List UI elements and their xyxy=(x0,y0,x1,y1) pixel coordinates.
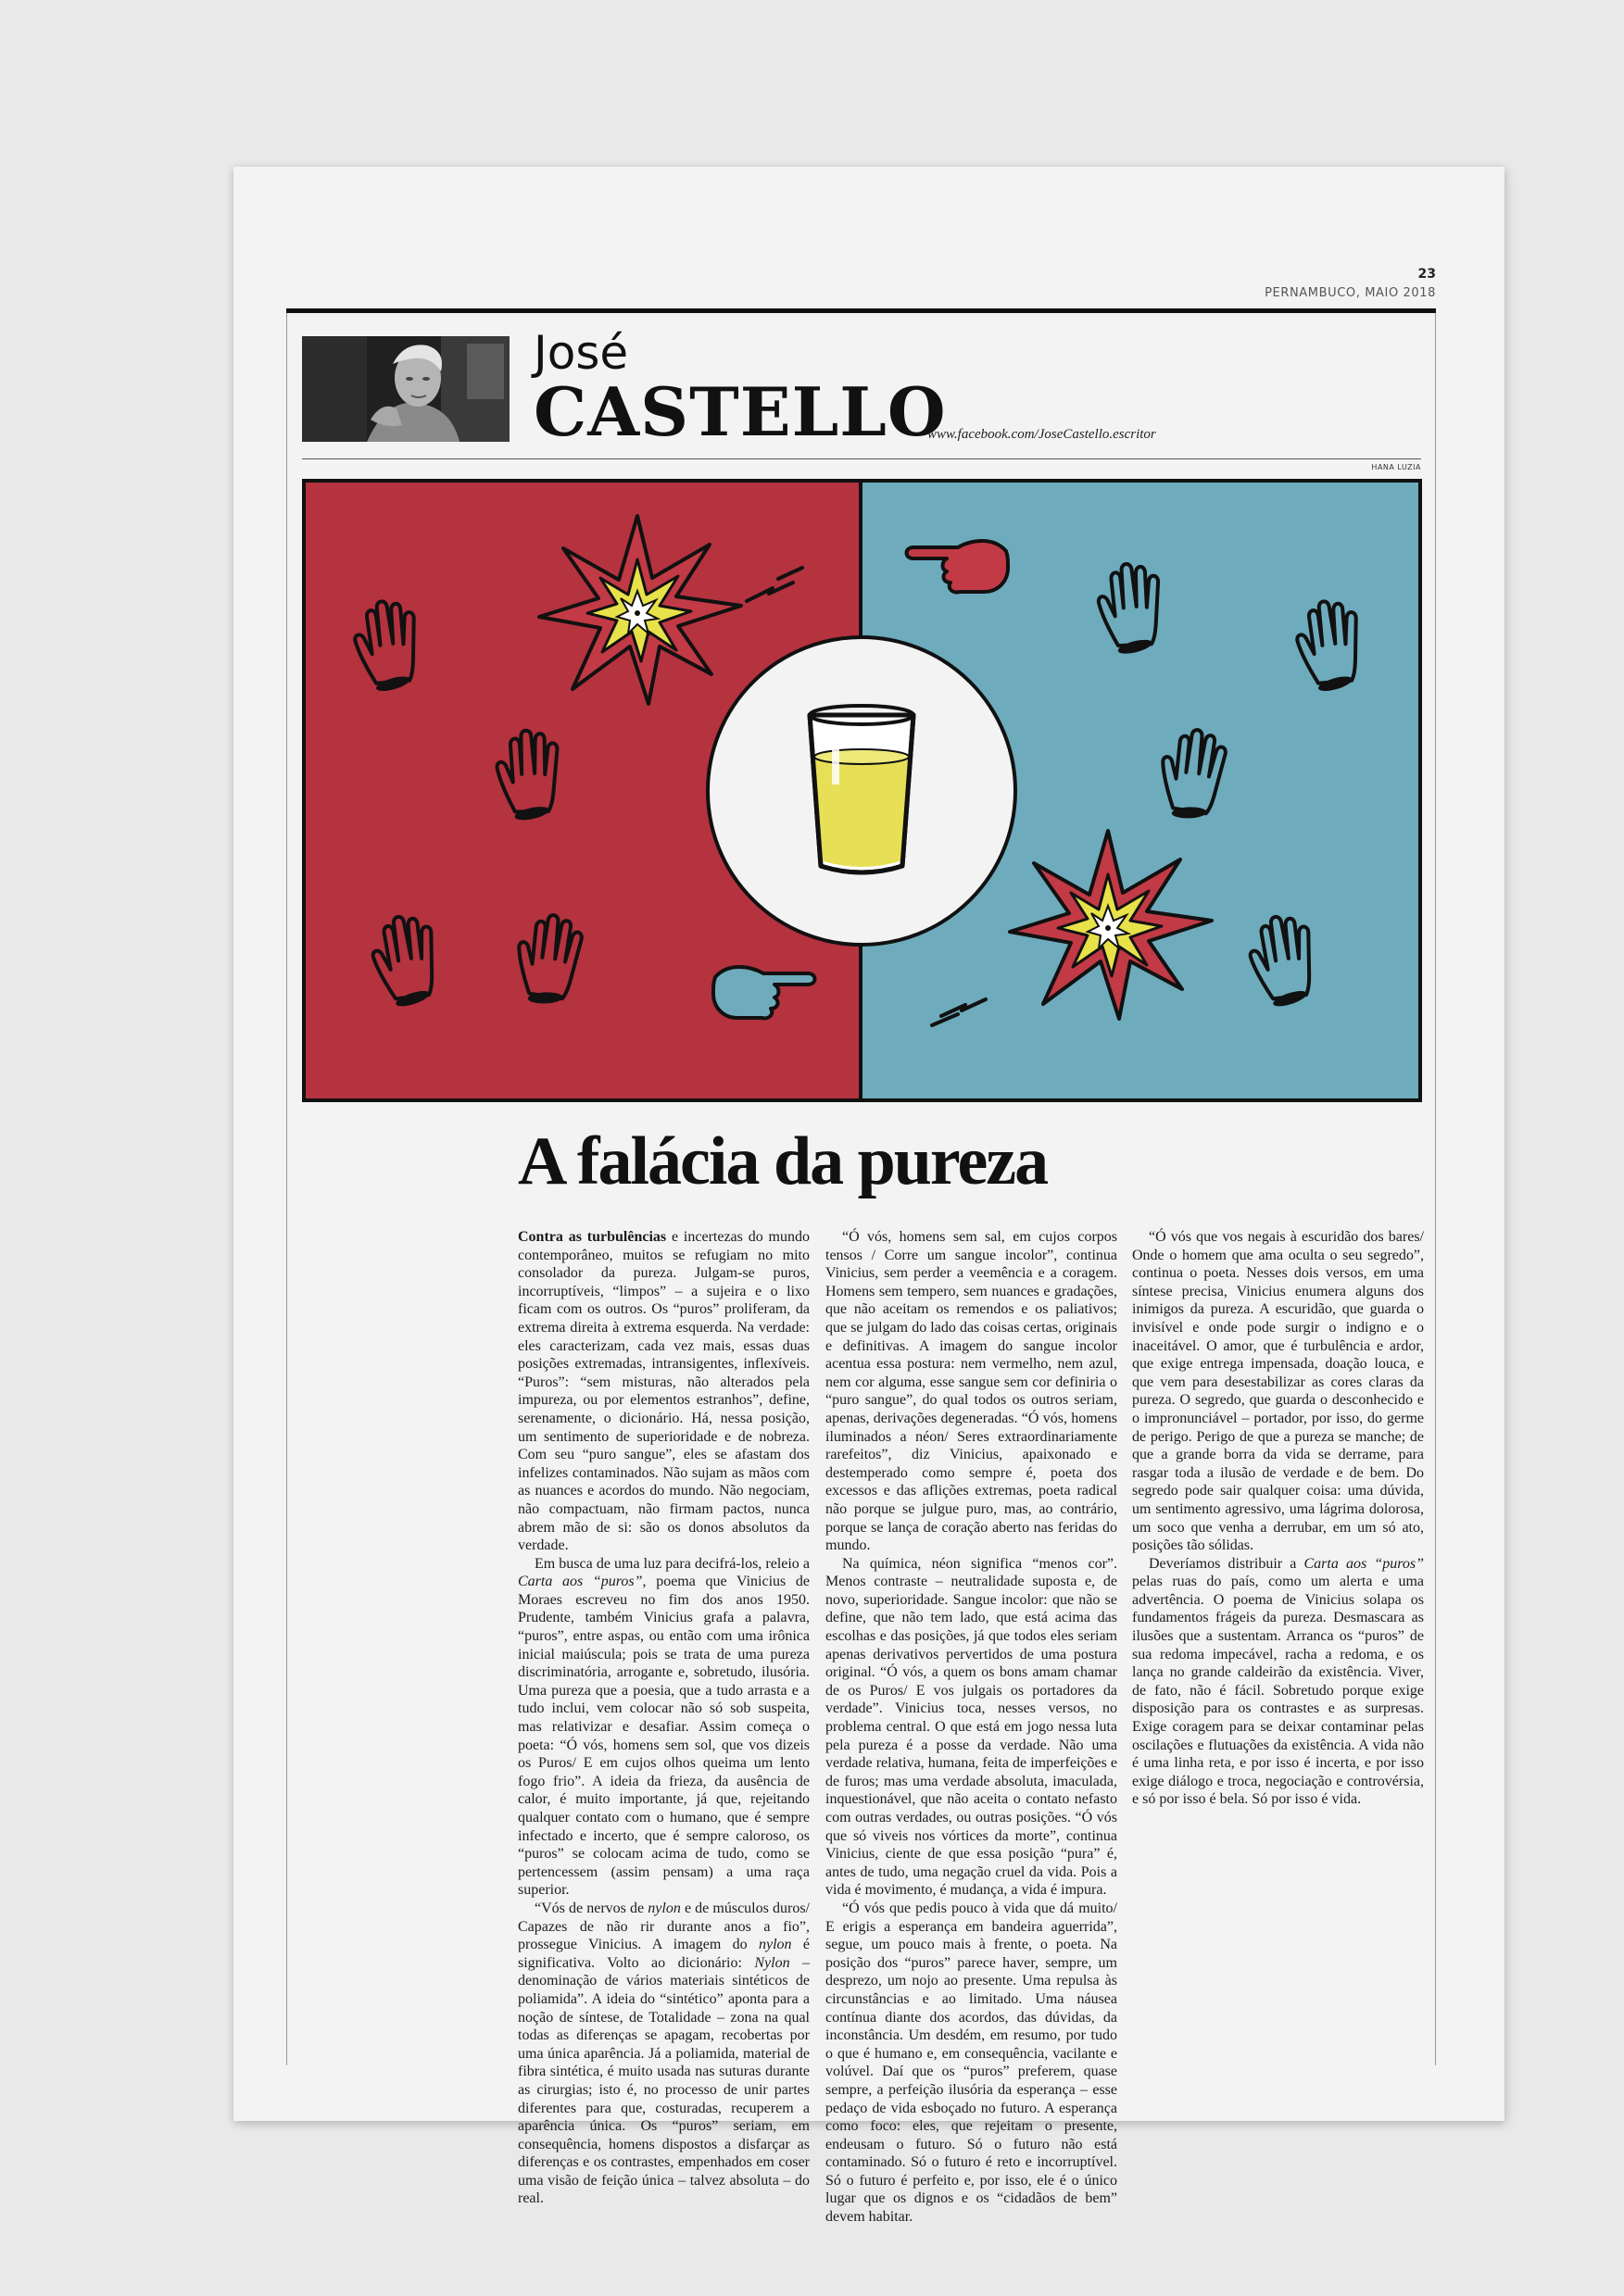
author-photo xyxy=(302,336,510,442)
article-title: A falácia da pureza xyxy=(518,1123,1048,1199)
paragraph: “Ó vós, homens sem sal, em cujos corpos tensos / Corre um sangue incolor”, continua Vinicius, sem perder a veemência e a coragem. Homens sem tempero, sem nuances e gradações, que não aceitam os remendos e os paliativos; que se julgam do lado das coisas certas, originais e definitivas. A imagem do sangue incolor acentua essa postura: nem vermelho, nem azul, nem cor alguma, esse sangue sem cor definiria o “puro sangue”, do qual todos os outros seriam, apenas, derivações degeneradas. “Ó vós, homens iluminados a néon/ Seres extraordinariamente rarefeitos”, diz Vinicius, apaixonado e destemperado como sempre é, poeta dos excessos e das aflições extremas, poeta radical não porque se julgue puro, mas, ao contrário, porque se lança de coração aberto nas feridas do mundo. xyxy=(825,1229,1117,1554)
facebook-link[interactable]: www.facebook.com/JoseCastello.escritor xyxy=(927,427,1156,442)
lead-in: Contra as turbulências xyxy=(518,1229,667,1245)
glass-icon xyxy=(810,706,913,872)
paragraph: Na química, néon significa “menos cor”. Menos contraste – neutralidade suposta e, de novo, superioridade. Sangue incolor: que não se define, que não tem lado, que está acima das escolhas e das posições, já que todos eles seriam apenas derivativos pervertidos de uma postura original. “Ó vós, a quem os bons amam chamar de os Puros/ E vos julgais os portadores da verdade”. Vinicius toca, nesses versos, no problema central. O que está em jogo nessa luta pela pureza é a posse da verdade. Não uma verdade relativa, humana, feita de imperfeições e de furos; mas uma verdade absoluta, imaculada, inquestionável, que não aceita o contato nefasto com outras verdades, ou outras posições. “Ó vós que só viveis nos vórtices da morte”, continua Vinicius, ciente de que essa posição “pura” é, antes de tudo, uma negação cruel da vida. Pois a vida é movimento, é mudança, a vida é impura. xyxy=(825,1555,1117,1899)
left-column-rule xyxy=(286,313,287,2065)
paragraph: “Ó vós que vos negais à escuridão dos bares/ Onde o homem que ama oculta o seu segredo”, continua o poeta. Nesses dois versos, em uma síntese precisa, Vinicius enumera alguns dos inimigos da pureza. A escuridão, que guarda o invisível e onde pode surgir o indigno e o inaceitável. O amor, que é turbulência e ardor, que exige entrega impensada, doação louca, e que vem para desestabilizar as cores claras da pureza. O segredo, que guarda o desconhecido e o impronunciável – portador, por isso, do germe de perigo. Perigo de que a pureza se manche; de que a grande borra da vida se derrame, para rasgar toda a ilusão de verdade e de bem. Do segredo pode sair qualquer coisa: uma dúvida, um sentimento agressivo, uma lágrima dolorosa, um soco que venha a derrubar, em um só ato, posições tão sólidas. xyxy=(1132,1229,1424,1554)
page-number: 23 xyxy=(1417,267,1436,282)
header-rule xyxy=(302,458,1421,459)
illustration xyxy=(302,479,1422,1102)
author-first-name: José xyxy=(534,326,629,380)
right-column-rule xyxy=(1435,313,1436,2065)
illustration-credit: HANA LUZIA xyxy=(1371,463,1421,471)
paragraph: “Ó vós que pedis pouco à vida que dá muito/ E erigis a esperança em bandeira aguerrida”, segue, um pouco mais à frente, o poeta. Na posição dos “puros” parece haver, sempre, um desprezo, um nojo ao presente. Uma repulsa às circunstâncias e ao limitado. Uma náusea contínua diante dos acordos, das dúvidas, da inconstância. Um desdém, em resumo, por tudo o que é humano e, em consequência, vacilante e volúvel. Daí que os “puros” preferem, quase sempre, a perfeição ilusória da esperança – esse pedaço de vida esboçado no futuro. A esperança como foco: eles, que rejeitam o presente, endeusam o futuro. Só o futuro não está contaminado. Só o futuro é reto e incorruptível. Só o futuro é perfeito e, por isso, ele é o único lugar que os dignos e os “cidadãos de bem” devem habitar. xyxy=(825,1900,1117,2226)
author-last-name: CASTELLO xyxy=(534,372,947,451)
dateline: PERNAMBUCO, MAIO 2018 xyxy=(1265,286,1436,300)
top-rule xyxy=(286,308,1436,313)
article-column-1: Contra as turbulências e incertezas do mundo contemporâneo, muitos se refugiam no mito consolador da pureza. Julgam-se puros, incorruptíveis, “limpos” – a sujeira e o lixo ficam com os outros. Os “puros” proliferam, da extrema direita à extrema esquerda. Na verdade: eles caracterizam, cada vez mais, essas duas posições extremadas, intransigentes, inflexíveis. “Puros”: “sem misturas, não alterados pela impureza, ou por elementos estranhos”, define, serenamente, o dicionário. Há, nessa posição, um sentimento de superioridade e de nobreza. Com seu “puro sangue”, eles se afastam dos infelizes contaminados. Não sujam as mãos com as nuances e acordos do mundo. Não negociam, não compactuam, não firmam pactos, nunca abrem mão de si: são os donos absolutos da verdade. Em busca de uma luz para decifrá-los, releio a Carta aos “puros”, poema que Vinicius de Moraes escreveu no fim dos anos 1950. Prudente, também Vinicius grafa a palavra, “puros”, entre aspas, ou então com uma irônica inicial maiúscula; pois se trata de uma pureza discriminatória, arrogante e, sobretudo, ilusória. Uma pureza que a poesia, que a tudo arrasta e a tudo inclui, vem colocar não só sob suspeita, mas relativizar e desafiar. Assim começa o poeta: “Ó vós, homens sem sol, que vos dizeis os Puros/ E em cujos olhos queima um lento fogo frio”. A ideia da frieza, da ausência de calor, é muito importante, já que, rejeitando qualquer contato com o humano, que é sempre infectado e incerto, que é sempre caloroso, os “puros” se colocam acima de tudo, como se pertencessem (assim pensam) a uma raça superior. “Vós de nervos de nylon e de músculos duros/ Capazes de não rir durante anos a fio”, prossegue Vinicius. A imagem do nylon é significativa. Volto ao dicionário: Nylon – denominação de vários materiais sintéticos de poliamida”. A ideia do “sintético” aponta para a noção de síntese, de Totalidade – zona na qual todas as diferenças se apagam, recobertas por uma única aparência. Já a poliamida, material de fibra sintética, é muito usada nas suturas durante as cirurgias; isto é, no processo de unir partes diferentes para que, costuradas, recuperem a aparência única. Os “puros” seriam, em consequência, homens dispostos a disfarçar as diferenças e os contrastes, empenhados em coser uma visão de feição única – talvez absoluta – do real. xyxy=(518,1229,811,2207)
article-column-2 xyxy=(825,1228,1117,2227)
article-column-3: “Ó vós que vos negais à escuridão dos bares/ Onde o homem que ama oculta o seu segredo”, continua o poeta. Nesses dois versos, em uma síntese precisa, Vinicius enumera alguns dos inimigos da pureza. A escuridão, que guarda o invisível e onde pode surgir o indigno e o inaceitável. O amor, que é turbulência e ardor, que exige entrega impensada, doação louca, e que vem para desestabilizar as cores claras da pureza. O segredo, que guarda o desconhecido e o impronunciável – portador, por isso, do germe de perigo. Perigo de que a pureza se manche; de que a grande borra da vida se derrame, para rasgar toda a ilusão de verdade e de bem. Do segredo pode sair qualquer coisa: uma dúvida, um sentimento agressivo, uma lágrima dolorosa, um soco que venha a derrubar, em um só ato, posições tão sólidas. Deveríamos distribuir a Carta aos “puros” pelas ruas do país, como um alerta e uma advertência. O poema de Vinicius solapa os fundamentos frágeis da pureza. Desmascara as ilusões que a sustentam. Arranca os “puros” de sua redoma impecável, racha a redoma, e os lança no grande caldeirão da existência. Viver, de fato, não é fácil. Sobretudo porque exige disposição para os contrastes e as surpresas. Exige coragem para se deixar contaminar pelas oscilações e flutuações da existência. A vida não é uma linha reta, e por isso é incerta, e por isso exige diálogo e troca, negociação e controvérsia, e só por isso é bela. Só por isso é vida. xyxy=(1132,1229,1424,1808)
